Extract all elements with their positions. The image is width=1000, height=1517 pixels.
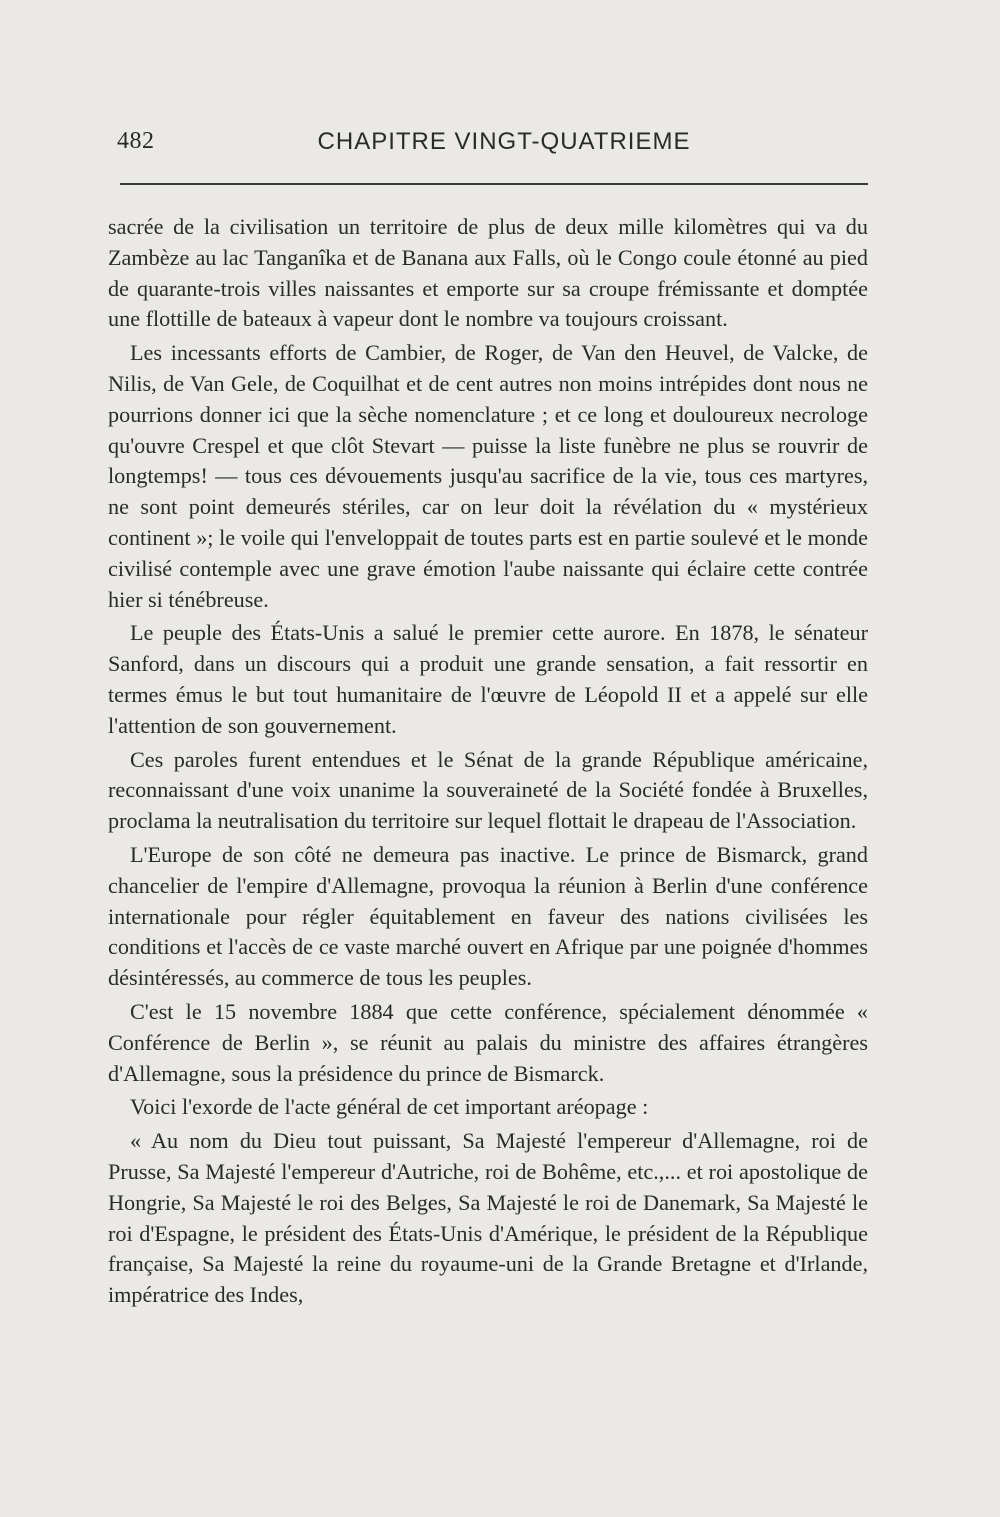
running-title: CHAPITRE VINGT-QUATRIEME: [317, 128, 691, 155]
paragraph: « Au nom du Dieu tout puissant, Sa Majesté l'empereur d'Allemagne, roi de Prusse, Sa Majesté l'empereur d'Autriche, roi de Bohême, etc.,... et roi apostolique de Hongrie, Sa Majesté le roi des Belges, Sa Majesté le roi de Danemark, Sa Majesté le roi d'Espagne, le président des États-Unis d'Amérique, le président de la République française, Sa Majesté la reine du royaume-uni de la Grande Bretagne et d'Irlande, impératrice des Indes,: [108, 1128, 868, 1308]
header-rule: [120, 183, 868, 185]
paragraph: Ces paroles furent entendues et le Sénat de la grande République américaine, reconnaissant d'une voix unanime la souveraineté de la Société fondée à Bruxelles, proclama la neutralisation du territoire sur lequel flottait le drapeau de l'Association.: [108, 746, 868, 834]
paragraph: C'est le 15 novembre 1884 que cette conférence, spécialement dénommée « Conférence de Berlin », se réunit au palais du ministre des affaires étrangères d'Allemagne, sous la présidence du prince de Bismarck.: [108, 998, 868, 1086]
paragraph: Les incessants efforts de Cambier, de Roger, de Van den Heuvel, de Valcke, de Nilis, de Van Gele, de Coquilhat et de cent autres non moins intrépides dont nous ne pourrions donner ici que la sèche nomenclature ; et ce long et douloureux necrologe qu'ouvre Crespel et que clôt Stevart — puisse la liste funèbre ne plus se rouvrir de longtemps! — tous ces dévouements jusqu'au sacrifice de la vie, tous ces martyres, ne sont point demeurés stériles, car on leur doit la révélation du « mystérieux continent »; le voile qui l'enveloppait de toutes parts est en partie soulevé et le monde civilisé contemple avec une grave émotion l'aube naissante qui éclaire cette contrée hier si ténébreuse.: [108, 340, 868, 612]
paragraph: sacrée de la civilisation un territoire de plus de deux mille kilomètres qui va du Zambèze au lac Tanganîka et de Banana aux Falls, où le Congo coule étonné au pied de quarante-trois villes naissantes et emporte sur sa croupe frémissante et domptée une flottille de bateaux à vapeur dont le nombre va toujours croissant.: [108, 214, 868, 332]
page-number: 482: [117, 128, 155, 154]
paragraph: L'Europe de son côté ne demeura pas inactive. Le prince de Bismarck, grand chancelier de l'empire d'Allemagne, provoqua la réunion à Berlin d'une conférence internationale pour régler équitablement en faveur des nations civilisées les conditions et l'accès de ce vaste marché ouvert en Afrique par une poignée d'hommes désintéressés, au commerce de tous les peuples.: [108, 841, 868, 991]
body-text: [108, 212, 868, 1314]
paragraph: Le peuple des États-Unis a salué le premier cette aurore. En 1878, le sénateur Sanford, dans un discours qui a produit une grande sensation, a fait ressortir en termes émus le but tout humanitaire de l'œuvre de Léopold II et a appelé sur elle l'attention de son gouvernement.: [108, 620, 868, 738]
paragraph: Voici l'exorde de l'acte général de cet important aréopage :: [130, 1094, 649, 1120]
